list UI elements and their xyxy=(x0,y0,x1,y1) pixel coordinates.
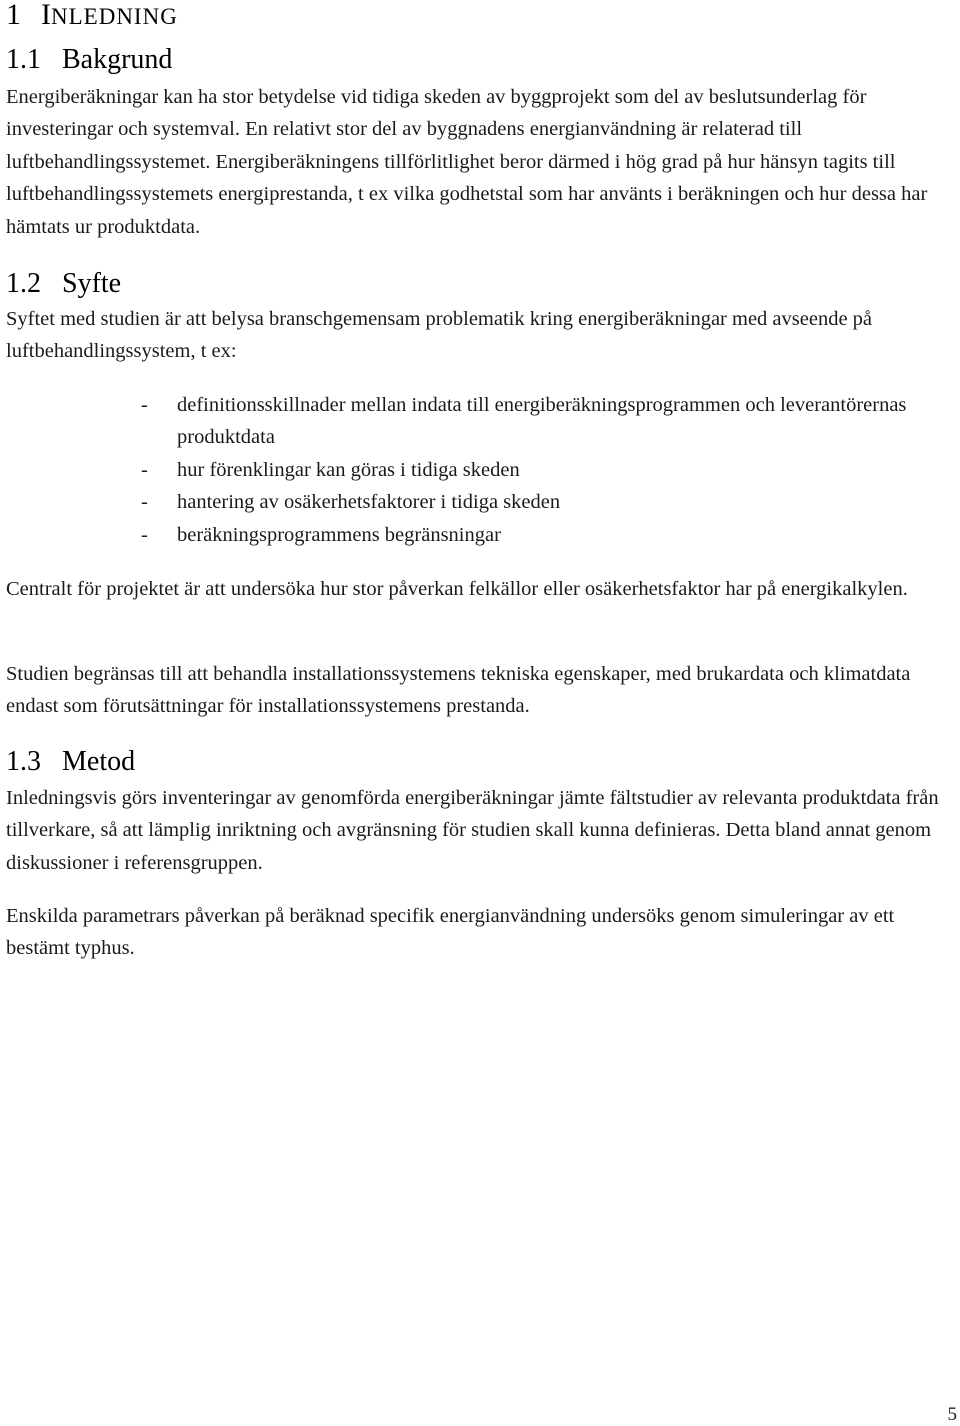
section-title: Syfte xyxy=(62,268,122,299)
list-item-text: hantering av osäkerhetsfaktorer i tidiga skeden xyxy=(177,491,561,514)
syfte-paragraph-3: Studien begränsas till att behandla installationssystemens tekniska egenskaper, med brukardata och klimatdata endast som förutsättningar för installationssystemens prestanda. xyxy=(6,663,911,718)
page-number: 5 xyxy=(947,1404,957,1425)
metod-paragraph-1: Inledningsvis görs inventeringar av genomförda energiberäkningar jämte fältstudier av relevanta produktdata från tillverkare, så att lämplig inriktning och avgränsning för studien skall kunna definieras. Detta bland annat genom diskussioner i referensgruppen. xyxy=(6,787,939,874)
list-dash: - xyxy=(141,491,148,514)
section-title: Bakgrund xyxy=(62,44,173,75)
list-item xyxy=(0,486,917,518)
chapter-heading xyxy=(6,0,178,35)
chapter-title-initial: I xyxy=(41,0,51,31)
bakgrund-paragraph: Energiberäkningar kan ha stor betydelse vid tidiga skeden av byggprojekt som del av beslutsunderlag för investeringar och systemval. En relativt stor del av byggnadens energianvändning är relaterad till luftbehandlingssystemet. Energiberäkningens tillförlitlighet beror därmed i hög grad på hur hänsyn tagits till luftbehandlingssystemets energiprestanda, t ex vilka godhetstal som har använts i beräkningen och hur dessa har hämtats ur produktdata. xyxy=(6,86,928,238)
list-item xyxy=(0,454,917,486)
section-number: 1.1 xyxy=(6,44,41,75)
chapter-title-rest: NLEDNING xyxy=(51,4,178,29)
list-item xyxy=(0,519,917,551)
section-heading-metod xyxy=(6,745,135,779)
section-heading-bakgrund xyxy=(6,43,172,77)
metod-paragraph-2: Enskilda parametrars påverkan på beräknad specifik energianvändning undersöks genom simuleringar av ett bestämt typhus. xyxy=(6,905,895,960)
section-heading-syfte xyxy=(6,267,121,301)
syfte-bullet-list xyxy=(0,389,960,551)
section-title: Metod xyxy=(62,746,136,777)
list-item-text: beräkningsprogrammens begränsningar xyxy=(177,523,501,546)
list-item-text: definitionsskillnader mellan indata till energiberäkningsprogrammen och leverantörernas produktdata xyxy=(177,394,907,449)
list-dash: - xyxy=(141,394,148,416)
chapter-number: 1 xyxy=(6,0,21,31)
section-number: 1.3 xyxy=(6,746,41,777)
list-dash: - xyxy=(141,523,148,546)
syfte-paragraph-2: Centralt för projektet är att undersöka hur stor påverkan felkällor eller osäkerhetsfaktor har på energikalkylen. xyxy=(6,578,908,600)
list-item xyxy=(0,389,917,454)
syfte-intro-paragraph: Syftet med studien är att belysa branschgemensam problematik kring energiberäkningar med avseende på luftbehandlingssystem, t ex: xyxy=(6,308,873,363)
list-dash: - xyxy=(141,458,148,481)
section-number: 1.2 xyxy=(6,268,41,299)
list-item-text: hur förenklingar kan göras i tidiga skeden xyxy=(177,458,520,481)
